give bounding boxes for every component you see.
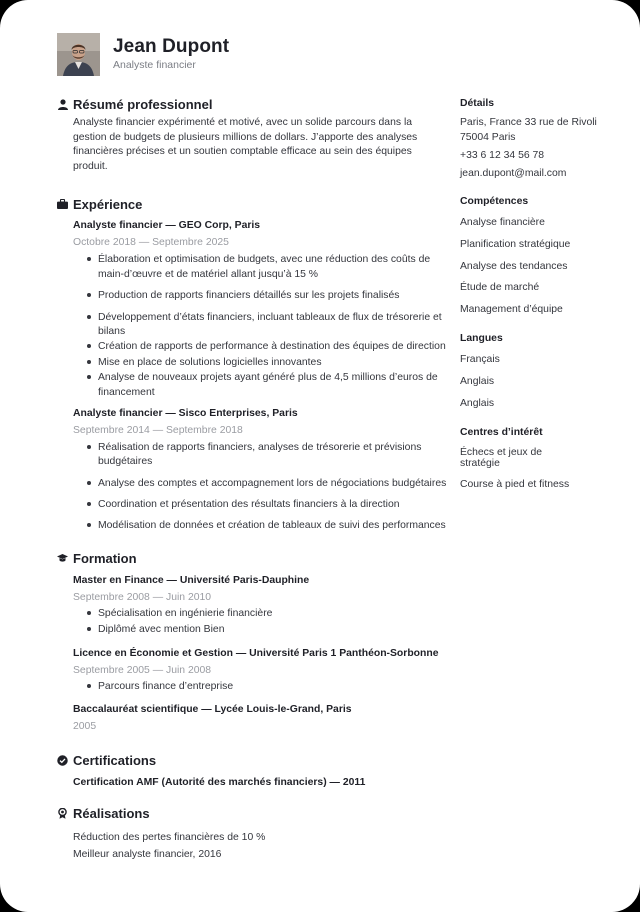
list-item: Création de rapports de performance à destination des équipes de direction <box>83 340 447 354</box>
details-title: Détails <box>460 98 495 109</box>
list-item: Analyse de nouveaux projets ayant généré plus de 4,5 millions d’euros de financement <box>83 371 447 400</box>
candidate-role: Analyste financier <box>113 59 196 71</box>
section-profile-label: Résumé professionnel <box>73 96 213 112</box>
certification-item: Certification AMF (Autorité des marchés financiers) — 2011 <box>73 777 366 789</box>
job-title: Analyste financier — GEO Corp, Paris <box>73 220 261 232</box>
job-bullets <box>83 253 447 400</box>
list-item: Diplômé avec mention Bien <box>83 623 447 637</box>
list-item: Anglais <box>460 375 495 387</box>
list-item: Analyse des tendances <box>460 260 568 272</box>
degree-bullets <box>83 607 447 638</box>
profile-summary: Analyste financier expérimenté et motivé, avec un solide parcours dans la gestion de budgets de plusieurs millions de dollars. J’apporte des analyses financières précises et un soutien comptable efficace au sein des équipes produit. <box>73 117 418 172</box>
degree-dates: 2005 <box>73 721 97 733</box>
email-link[interactable]: jean.dupont@mail.com <box>460 167 567 179</box>
achievements-list <box>73 829 447 863</box>
job-entry <box>57 219 447 400</box>
degree-bullets <box>83 680 447 694</box>
section-experience-title <box>57 195 447 213</box>
job-entry <box>57 407 447 533</box>
languages-title: Langues <box>460 333 503 345</box>
job-title: Analyste financier — Sisco Enterprises, Paris <box>73 408 298 420</box>
briefcase-icon <box>57 199 68 210</box>
list-item: Élaboration et optimisation de budgets, avec une réduction des coûts de main-d’œuvre et de matériel allant jusqu’à 15 % <box>83 253 447 282</box>
list-item: Analyse financière <box>460 217 545 229</box>
award-icon <box>57 808 68 819</box>
list-item: Développement d’états financiers, incluant tableaux de flux de trésorerie et bilans <box>83 311 447 340</box>
profile-photo <box>57 33 100 76</box>
section-education-title <box>57 549 447 567</box>
list-item: Français <box>460 354 500 366</box>
list-item: Modélisation de données et création de tableaux de suivi des performances <box>83 519 447 533</box>
badge-check-icon <box>57 755 68 766</box>
section-achievements-label: Réalisations <box>73 805 150 821</box>
list-item: Planification stratégique <box>460 238 571 250</box>
list-item: Échecs et jeux de stratégie <box>460 447 543 470</box>
list-item: Coordination et présentation des résultats financiers à la direction <box>83 498 447 512</box>
skills-title: Compétences <box>460 196 529 208</box>
portrait-image <box>57 33 100 76</box>
degree-title: Baccalauréat scientifique — Lycée Louis-le-Grand, Paris <box>73 704 352 716</box>
list-item: Meilleur analyste financier, 2016 <box>73 849 222 861</box>
education-entry <box>57 703 447 734</box>
list-item: Parcours finance d’entreprise <box>83 680 447 694</box>
list-item: Anglais <box>460 397 495 409</box>
list-item: Analyse des comptes et accompagnement lors de négociations budgétaires <box>83 477 447 491</box>
section-achievements-title <box>57 804 447 822</box>
address-text: Paris, France 33 rue de Rivoli 75004 Paris <box>460 117 597 143</box>
degree-dates: Septembre 2005 — Juin 2008 <box>73 664 212 676</box>
main-column <box>57 95 447 863</box>
degree-dates: Septembre 2008 — Juin 2010 <box>73 592 212 604</box>
job-dates: Septembre 2014 — Septembre 2018 <box>73 425 243 437</box>
section-certifications-label: Certifications <box>73 752 157 768</box>
list-item: Réalisation de rapports financiers, analyses de trésorerie et prévisions budgétaires <box>83 441 447 470</box>
section-education-label: Formation <box>73 550 137 566</box>
list-item: Spécialisation en ingénierie financière <box>83 607 447 621</box>
education-entry <box>57 574 447 638</box>
job-dates: Octobre 2018 — Septembre 2025 <box>73 237 229 249</box>
degree-title: Master en Finance — Université Paris-Dauphine <box>73 575 310 587</box>
list-item: Production de rapports financiers détaillés sur les projets finalisés <box>83 289 447 303</box>
graduation-cap-icon <box>57 553 68 564</box>
list-item: Management d’équipe <box>460 303 563 315</box>
section-experience-label: Expérience <box>73 196 143 212</box>
phone-text: +33 6 12 34 56 78 <box>460 150 545 162</box>
education-entry <box>57 647 447 694</box>
list-item: Mise en place de solutions logicielles innovantes <box>83 356 447 370</box>
candidate-name: Jean Dupont <box>113 36 230 57</box>
section-profile-title <box>57 95 447 113</box>
list-item: Étude de marché <box>460 282 540 294</box>
sidebar <box>460 97 600 493</box>
list-item: Course à pied et fitness <box>460 479 570 491</box>
section-certifications-title <box>57 751 447 769</box>
person-icon <box>57 99 68 110</box>
degree-title: Licence en Économie et Gestion — Université Paris 1 Panthéon-Sorbonne <box>73 647 439 659</box>
list-item: Réduction des pertes financières de 10 % <box>73 832 266 844</box>
interests-title: Centres d’intérêt <box>460 427 543 439</box>
job-bullets <box>83 441 447 533</box>
